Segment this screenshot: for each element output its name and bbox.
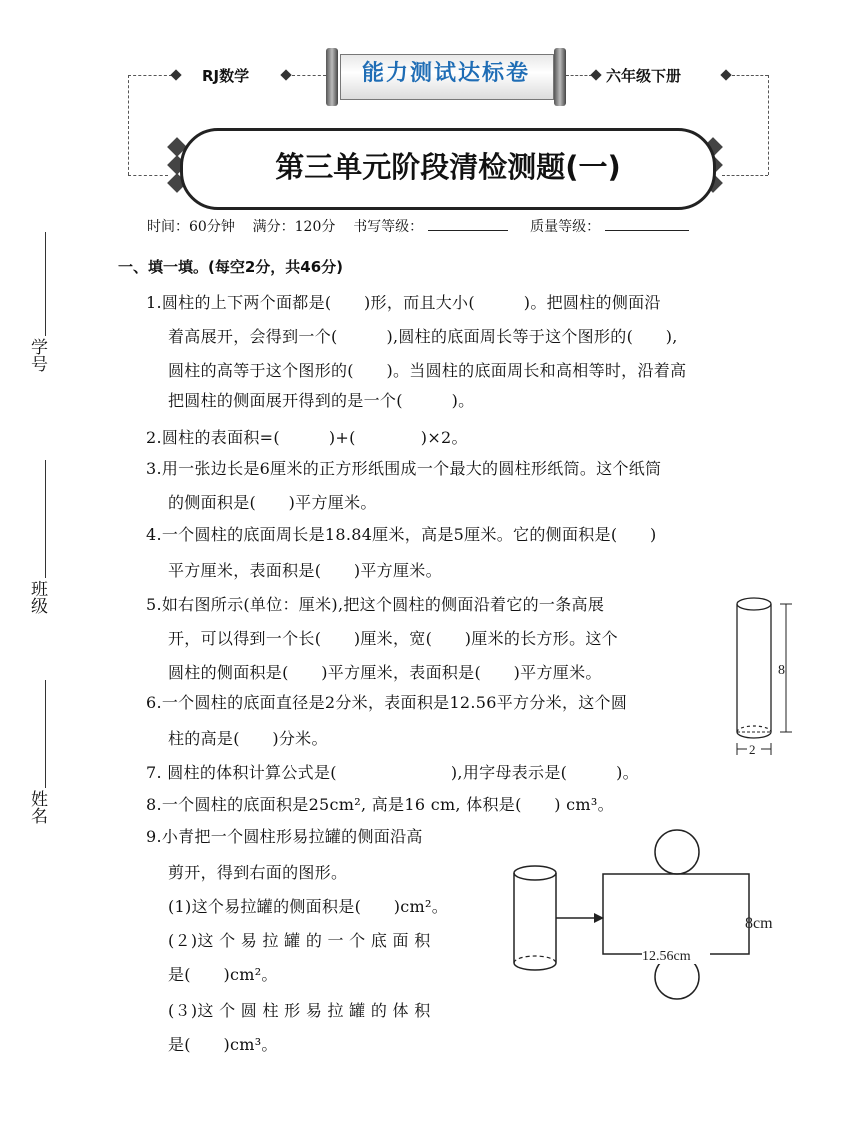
question-4-line-1: 4.一个圆柱的底面周长是18.84厘米，高是5厘米。它的侧面积是( ) xyxy=(146,525,657,544)
series-scroll-banner xyxy=(326,48,566,106)
height-label: 8 xyxy=(778,663,785,678)
student-no-label: 学号 xyxy=(27,338,47,372)
question-9-line-1: 9.小青把一个圆柱形易拉罐的侧面沿高 xyxy=(146,827,423,846)
quality-grade-blank[interactable] xyxy=(605,218,689,231)
quality-grade-label: 质量等级： xyxy=(530,219,601,235)
class-blank[interactable] xyxy=(45,460,46,578)
name-blank[interactable] xyxy=(45,680,46,788)
can-net-figure-q9 xyxy=(506,826,786,1022)
question-1-line-4: 把圆柱的侧面展开得到的是一个( )。 xyxy=(168,391,475,410)
question-9-sub-1: (1)这个易拉罐的侧面积是( )cm²。 xyxy=(168,897,448,916)
question-1-line-3: 圆柱的高等于这个图形的( )。当圆柱的底面周长和高相等时，沿着高 xyxy=(168,361,687,380)
question-1-line-1: 1.圆柱的上下两个面都是( )形，而且大小( )。把圆柱的侧面沿 xyxy=(146,293,661,312)
question-9-sub-2a: (２)这 个 易 拉 罐 的 一 个 底 面 积 xyxy=(168,931,431,950)
question-9-sub-3b: 是( )cm³。 xyxy=(168,1035,278,1054)
name-label: 姓名 xyxy=(27,790,47,824)
question-9-sub-2b: 是( )cm²。 xyxy=(168,965,278,984)
subject-label: RJ数学 xyxy=(202,67,250,85)
question-3-line-2: 的侧面积是( )平方厘米。 xyxy=(168,493,377,512)
question-5-line-1: 5.如右图所示(单位：厘米),把这个圆柱的侧面沿着它的一条高展 xyxy=(146,595,605,614)
question-4-line-2: 平方厘米，表面积是( )平方厘米。 xyxy=(168,561,442,580)
series-title: 能力测试达标卷 xyxy=(361,61,530,86)
question-9-line-2: 剪开，得到右面的图形。 xyxy=(168,863,348,882)
section-1-title: 一、填一填。(每空2分，共46分) xyxy=(118,258,344,276)
time-limit: 时间：60分钟 xyxy=(147,219,235,235)
writing-grade-label: 书写等级： xyxy=(353,219,424,235)
diameter-label: 2 xyxy=(749,742,756,757)
length-label: 12.56cm xyxy=(642,949,691,964)
question-1-line-2: 着高展开，会得到一个( ),圆柱的底面周长等于这个图形的( ), xyxy=(168,327,678,346)
question-6-line-2: 柱的高是( )分米。 xyxy=(168,729,328,748)
writing-grade-blank[interactable] xyxy=(428,218,508,231)
full-score: 满分：120分 xyxy=(252,219,336,235)
question-5-line-2: 开，可以得到一个长( )厘米，宽( )厘米的长方形。这个 xyxy=(168,629,618,648)
question-9-sub-3a: (３)这 个 圆 柱 形 易 拉 罐 的 体 积 xyxy=(168,1001,431,1020)
cylinder-figure-q5 xyxy=(728,592,796,760)
question-6-line-1: 6.一个圆柱的底面直径是2分米，表面积是12.56平方分米，这个圆 xyxy=(146,693,628,712)
height-label: 8cm xyxy=(745,915,773,932)
student-no-blank[interactable] xyxy=(45,232,46,336)
question-7: 7. 圆柱的体积计算公式是( ),用字母表示是( )。 xyxy=(146,763,639,782)
grade-label: 六年级下册 xyxy=(606,67,682,85)
exam-meta xyxy=(147,216,707,236)
title-banner xyxy=(180,128,716,210)
class-label: 班级 xyxy=(27,580,47,614)
page-title: 第三单元阶段清检测题(一) xyxy=(275,150,621,184)
question-2: 2.圆柱的表面积=( )+( )×2。 xyxy=(146,428,468,447)
question-3-line-1: 3.用一张边长是6厘米的正方形纸围成一个最大的圆柱形纸筒。这个纸筒 xyxy=(146,459,662,478)
question-5-line-3: 圆柱的侧面积是( )平方厘米，表面积是( )平方厘米。 xyxy=(168,663,602,682)
question-8: 8.一个圆柱的底面积是25cm², 高是16 cm, 体积是( ) cm³。 xyxy=(146,795,614,814)
